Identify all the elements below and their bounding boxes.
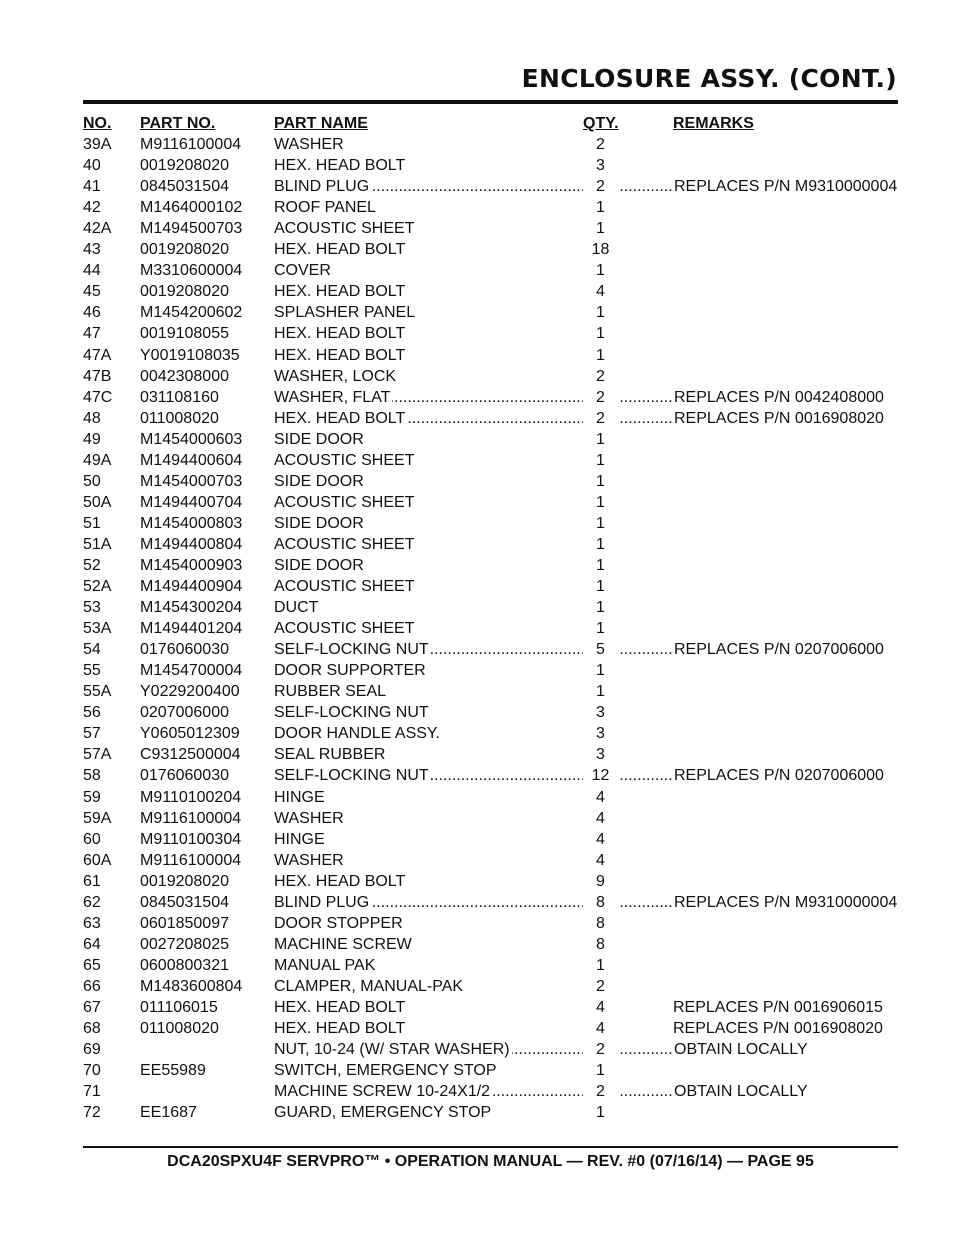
quantity: 4 <box>596 998 605 1016</box>
item-no: 60 <box>83 830 101 848</box>
part-number: M1483600804 <box>140 977 243 995</box>
table-row <box>83 218 898 239</box>
part-number: Y0229200400 <box>140 683 240 701</box>
quantity: 1 <box>596 514 605 532</box>
item-no: 66 <box>83 977 101 995</box>
remarks: OBTAIN LOCALLY <box>674 1041 808 1059</box>
item-no: 53A <box>83 620 112 638</box>
part-name: DUCT <box>274 599 319 617</box>
table-row <box>83 281 898 302</box>
part-number: M9116100004 <box>140 851 242 869</box>
part-number: M3310600004 <box>140 262 243 280</box>
quantity: 3 <box>596 725 605 743</box>
table-row <box>83 450 898 471</box>
part-number: 0027208025 <box>140 935 229 953</box>
item-no: 61 <box>83 872 101 890</box>
part-name: SIDE DOOR <box>274 430 364 448</box>
page-footer: DCA20SPXU4F SERVPRO™ • OPERATION MANUAL — REV. #0 (07/16/14) — PAGE 95 <box>167 1153 814 1170</box>
quantity: 1 <box>596 956 605 974</box>
footer-rule <box>83 1146 898 1148</box>
part-name: ACOUSTIC SHEET <box>274 220 415 238</box>
part-number: 0845031504 <box>140 893 229 911</box>
table-row <box>83 1039 898 1060</box>
part-number: M1454200602 <box>140 304 243 322</box>
quantity: 4 <box>596 851 605 869</box>
part-name: CLAMPER, MANUAL-PAK <box>274 977 464 995</box>
item-no: 48 <box>83 409 101 427</box>
part-name: SELF-LOCKING NUT <box>274 641 429 659</box>
part-name: HEX. HEAD BOLT <box>274 241 406 259</box>
part-name: HEX. HEAD BOLT <box>274 998 406 1016</box>
quantity: 2 <box>583 408 618 429</box>
part-number: M1454000903 <box>140 556 243 574</box>
part-number: M1494500703 <box>140 220 243 238</box>
part-number: M9110100304 <box>140 830 242 848</box>
item-no: 47 <box>83 325 101 343</box>
part-name: SIDE DOOR <box>274 472 364 490</box>
table-row <box>83 239 898 260</box>
part-number: Y0605012309 <box>140 725 240 743</box>
quantity: 4 <box>596 1020 605 1038</box>
table-row <box>83 618 898 639</box>
quantity: 12 <box>583 765 618 786</box>
part-name: DOOR SUPPORTER <box>274 662 426 680</box>
table-row <box>83 765 898 786</box>
quantity: 2 <box>596 136 605 154</box>
part-number: EE1687 <box>140 1104 197 1122</box>
table-row <box>83 955 898 976</box>
part-number: 0176060030 <box>140 767 229 785</box>
quantity: 1 <box>596 1104 605 1122</box>
header-qty: QTY. <box>583 115 619 132</box>
table-row <box>83 871 898 892</box>
part-number: 0176060030 <box>140 641 229 659</box>
part-number: M9116100004 <box>140 136 242 154</box>
part-name: SIDE DOOR <box>274 556 364 574</box>
item-no: 41 <box>83 178 101 196</box>
table-row <box>83 1102 898 1123</box>
part-name: MANUAL PAK <box>274 956 376 974</box>
part-number: 011008020 <box>140 1020 219 1038</box>
item-no: 52A <box>83 578 112 596</box>
table-row <box>83 913 898 934</box>
part-number: M1494400804 <box>140 535 243 553</box>
title-rule <box>83 100 898 104</box>
table-row <box>83 323 898 344</box>
part-number: M1454300204 <box>140 599 243 617</box>
quantity: 1 <box>596 578 605 596</box>
part-name: WASHER <box>274 851 344 869</box>
part-number: 031108160 <box>140 388 219 406</box>
item-no: 72 <box>83 1104 101 1122</box>
part-number: 0019108055 <box>140 325 229 343</box>
quantity: 2 <box>583 176 618 197</box>
table-body <box>83 134 898 1123</box>
table-row <box>83 702 898 723</box>
part-name: ACOUSTIC SHEET <box>274 451 415 469</box>
remarks: REPLACES P/N 0016908020 <box>674 409 884 427</box>
table-row <box>83 176 898 197</box>
part-number: M1494400604 <box>140 451 243 469</box>
part-number: M1464000102 <box>140 199 243 217</box>
item-no: 68 <box>83 1020 101 1038</box>
part-number: 0600800321 <box>140 956 229 974</box>
quantity: 1 <box>596 662 605 680</box>
part-number: 011106015 <box>140 998 218 1016</box>
quantity: 1 <box>596 262 605 280</box>
quantity: 1 <box>596 199 605 217</box>
item-no: 46 <box>83 304 101 322</box>
table-row <box>83 787 898 808</box>
part-number: Y0019108035 <box>140 346 240 364</box>
table-row <box>83 808 898 829</box>
part-name: MACHINE SCREW <box>274 935 412 953</box>
part-number: 0019208020 <box>140 157 229 175</box>
table-row <box>83 555 898 576</box>
item-no: 60A <box>83 851 112 869</box>
part-name: HEX. HEAD BOLT <box>274 157 406 175</box>
part-name: ACOUSTIC SHEET <box>274 578 415 596</box>
item-no: 62 <box>83 893 101 911</box>
table-row <box>83 1018 898 1039</box>
part-number: 0207006000 <box>140 704 229 722</box>
item-no: 40 <box>83 157 101 175</box>
part-name: NUT, 10-24 (W/ STAR WASHER) <box>274 1041 510 1059</box>
part-name: DOOR HANDLE ASSY. <box>274 725 440 743</box>
part-number: 0019208020 <box>140 283 229 301</box>
part-number: M9116100004 <box>140 809 242 827</box>
part-name: HEX. HEAD BOLT <box>274 283 406 301</box>
part-name: WASHER, LOCK <box>274 367 397 385</box>
part-name: GUARD, EMERGENCY STOP <box>274 1104 492 1122</box>
item-no: 63 <box>83 914 101 932</box>
quantity: 8 <box>583 892 618 913</box>
table-row <box>83 660 898 681</box>
quantity: 4 <box>596 788 605 806</box>
table-header <box>83 113 898 134</box>
table-row <box>83 260 898 281</box>
quantity: 2 <box>583 387 618 408</box>
part-name: SELF-LOCKING NUT <box>274 767 429 785</box>
quantity: 1 <box>596 346 605 364</box>
table-row <box>83 934 898 955</box>
part-name: HEX. HEAD BOLT <box>274 325 406 343</box>
item-no: 56 <box>83 704 101 722</box>
item-no: 47B <box>83 367 112 385</box>
remarks: REPLACES P/N 0042408000 <box>674 388 884 406</box>
item-no: 47C <box>83 388 113 406</box>
table-row <box>83 513 898 534</box>
remarks: OBTAIN LOCALLY <box>674 1083 808 1101</box>
table-row <box>83 744 898 765</box>
item-no: 42A <box>83 220 112 238</box>
remarks: REPLACES P/N 0207006000 <box>674 641 884 659</box>
part-name: ACOUSTIC SHEET <box>274 620 415 638</box>
item-no: 64 <box>83 935 101 953</box>
quantity: 1 <box>596 683 605 701</box>
quantity: 1 <box>596 304 605 322</box>
part-name: COVER <box>274 262 331 280</box>
table-row <box>83 408 898 429</box>
table-row <box>83 723 898 744</box>
quantity: 3 <box>596 157 605 175</box>
item-no: 39A <box>83 136 112 154</box>
table-row <box>83 681 898 702</box>
remarks: REPLACES P/N 0207006000 <box>674 767 884 785</box>
item-no: 59A <box>83 809 112 827</box>
remarks: REPLACES P/N 0016908020 <box>673 1020 883 1038</box>
quantity: 1 <box>596 493 605 511</box>
item-no: 51A <box>83 535 112 553</box>
part-name: HINGE <box>274 830 325 848</box>
table-row <box>83 892 898 913</box>
item-no: 49A <box>83 451 112 469</box>
part-number: M1454000803 <box>140 514 243 532</box>
item-no: 65 <box>83 956 101 974</box>
item-no: 45 <box>83 283 101 301</box>
quantity: 1 <box>596 620 605 638</box>
part-name: SEAL RUBBER <box>274 746 386 764</box>
item-no: 70 <box>83 1062 101 1080</box>
item-no: 50 <box>83 472 101 490</box>
part-name: HEX. HEAD BOLT <box>274 409 406 427</box>
item-no: 55A <box>83 683 112 701</box>
part-number: 0601850097 <box>140 914 229 932</box>
part-number: C9312500004 <box>140 746 241 764</box>
table-row <box>83 1081 898 1102</box>
item-no: 67 <box>83 998 101 1016</box>
table-row <box>83 197 898 218</box>
part-number: M1454000703 <box>140 472 243 490</box>
item-no: 44 <box>83 262 101 280</box>
part-number: EE55989 <box>140 1062 206 1080</box>
quantity: 2 <box>583 1039 618 1060</box>
quantity: 1 <box>596 451 605 469</box>
table-row <box>83 492 898 513</box>
table-row <box>83 829 898 850</box>
header-part-no: PART NO. <box>140 115 216 132</box>
item-no: 59 <box>83 788 101 806</box>
item-no: 71 <box>83 1083 101 1101</box>
part-number: 0042308000 <box>140 367 229 385</box>
part-name: BLIND PLUG <box>274 178 370 196</box>
item-no: 42 <box>83 199 101 217</box>
quantity: 8 <box>596 914 605 932</box>
item-no: 50A <box>83 493 112 511</box>
quantity: 3 <box>596 704 605 722</box>
part-name: WASHER <box>274 136 344 154</box>
part-name: RUBBER SEAL <box>274 683 387 701</box>
item-no: 43 <box>83 241 101 259</box>
part-name: WASHER, FLAT <box>274 388 391 406</box>
item-no: 51 <box>83 514 101 532</box>
item-no: 69 <box>83 1041 101 1059</box>
header-remarks: REMARKS <box>673 115 754 132</box>
part-number: M1494400904 <box>140 578 243 596</box>
table-row <box>83 597 898 618</box>
table-row <box>83 639 898 660</box>
page-title: ENCLOSURE ASSY. (CONT.) <box>521 64 897 93</box>
part-number: M1494400704 <box>140 493 243 511</box>
quantity: 1 <box>596 556 605 574</box>
part-number: M1454700004 <box>140 662 243 680</box>
item-no: 53 <box>83 599 101 617</box>
item-no: 57 <box>83 725 101 743</box>
table-row <box>83 534 898 555</box>
table-row <box>83 576 898 597</box>
quantity: 18 <box>591 241 610 259</box>
table-row <box>83 1060 898 1081</box>
table-row <box>83 134 898 155</box>
quantity: 1 <box>596 430 605 448</box>
item-no: 49 <box>83 430 101 448</box>
part-name: HINGE <box>274 788 325 806</box>
header-part-name: PART NAME <box>274 115 368 132</box>
remarks: REPLACES P/N M9310000004 <box>674 178 898 196</box>
quantity: 1 <box>596 220 605 238</box>
quantity: 3 <box>596 746 605 764</box>
part-name: SELF-LOCKING NUT <box>274 704 429 722</box>
table-row <box>83 471 898 492</box>
part-name: HEX. HEAD BOLT <box>274 1020 406 1038</box>
part-number: 0019208020 <box>140 241 229 259</box>
table-row <box>83 997 898 1018</box>
quantity: 4 <box>596 830 605 848</box>
header-no: NO. <box>83 115 112 132</box>
table-row <box>83 302 898 323</box>
part-name: ACOUSTIC SHEET <box>274 493 415 511</box>
item-no: 57A <box>83 746 112 764</box>
part-name: ACOUSTIC SHEET <box>274 535 415 553</box>
quantity: 2 <box>596 977 605 995</box>
table-row <box>83 429 898 450</box>
quantity: 1 <box>596 1062 605 1080</box>
quantity: 4 <box>596 809 605 827</box>
table-row <box>83 155 898 176</box>
quantity: 2 <box>596 367 605 385</box>
item-no: 58 <box>83 767 101 785</box>
parts-table <box>83 113 898 1123</box>
table-row <box>83 976 898 997</box>
part-name: HEX. HEAD BOLT <box>274 346 406 364</box>
part-number: M1494401204 <box>140 620 243 638</box>
quantity: 8 <box>596 935 605 953</box>
part-name: SIDE DOOR <box>274 514 364 532</box>
item-no: 47A <box>83 346 112 364</box>
quantity: 1 <box>596 472 605 490</box>
remarks: REPLACES P/N M9310000004 <box>674 893 898 911</box>
table-row <box>83 387 898 408</box>
part-name: MACHINE SCREW 10-24X1/2 <box>274 1083 491 1101</box>
part-name: WASHER <box>274 809 344 827</box>
part-name: SWITCH, EMERGENCY STOP <box>274 1062 497 1080</box>
part-number: 0845031504 <box>140 178 229 196</box>
quantity: 9 <box>596 872 605 890</box>
part-name: BLIND PLUG <box>274 893 370 911</box>
part-number: M9110100204 <box>140 788 242 806</box>
part-name: ROOF PANEL <box>274 199 376 217</box>
table-row <box>83 366 898 387</box>
item-no: 54 <box>83 641 101 659</box>
part-number: 0019208020 <box>140 872 229 890</box>
table-row <box>83 850 898 871</box>
quantity: 5 <box>583 639 618 660</box>
quantity: 1 <box>596 535 605 553</box>
part-name: HEX. HEAD BOLT <box>274 872 406 890</box>
part-name: DOOR STOPPER <box>274 914 403 932</box>
remarks: REPLACES P/N 0016906015 <box>673 998 883 1016</box>
part-number: 011008020 <box>140 409 219 427</box>
part-name: SPLASHER PANEL <box>274 304 416 322</box>
quantity: 1 <box>596 325 605 343</box>
quantity: 1 <box>596 599 605 617</box>
quantity: 2 <box>583 1081 618 1102</box>
part-number: M1454000603 <box>140 430 243 448</box>
item-no: 52 <box>83 556 101 574</box>
table-row <box>83 345 898 366</box>
quantity: 4 <box>596 283 605 301</box>
item-no: 55 <box>83 662 101 680</box>
